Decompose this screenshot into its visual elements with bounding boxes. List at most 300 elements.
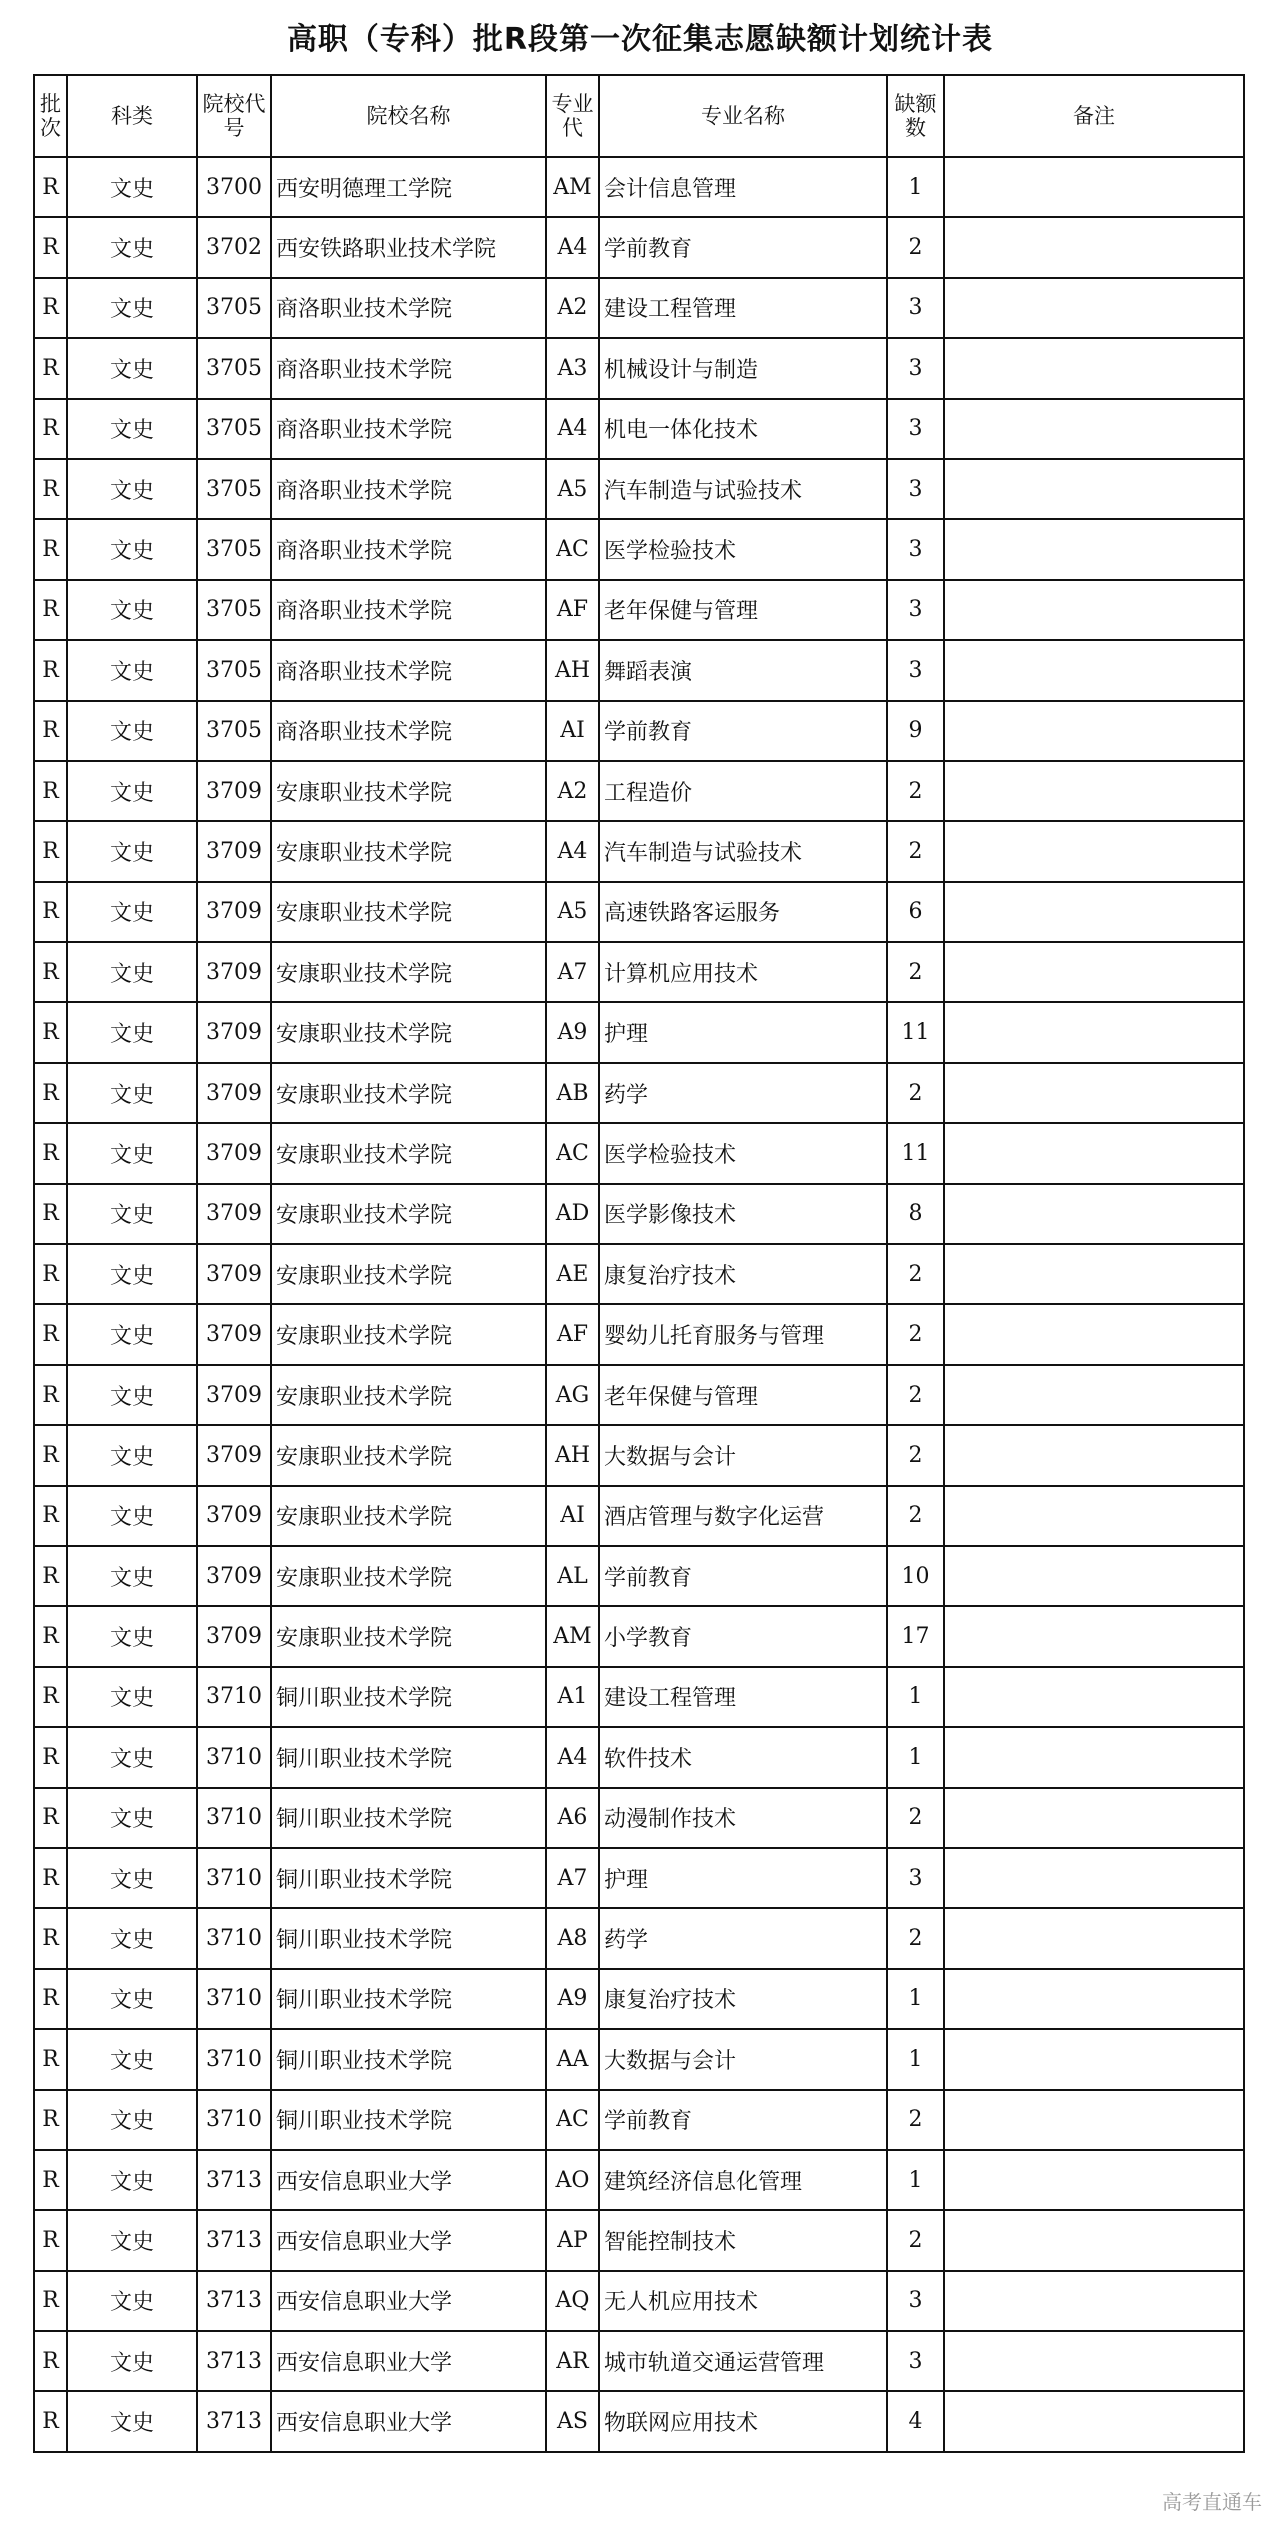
cell-major-name: 机电一体化技术	[599, 399, 887, 459]
cell-note	[944, 2029, 1244, 2089]
cell-note	[944, 2210, 1244, 2270]
cell-school-code: 3713	[197, 2391, 271, 2451]
cell-batch: R	[34, 1425, 67, 1485]
cell-school-code: 3709	[197, 761, 271, 821]
cell-batch: R	[34, 1848, 67, 1908]
cell-note	[944, 640, 1244, 700]
table-row	[34, 1425, 1244, 1485]
cell-school-name: 西安信息职业大学	[271, 2331, 546, 2391]
cell-school-name: 安康职业技术学院	[271, 1425, 546, 1485]
cell-major-name: 会计信息管理	[599, 157, 887, 217]
cell-category: 文史	[67, 1848, 197, 1908]
cell-major-code: AC	[546, 1123, 599, 1183]
cell-batch: R	[34, 1606, 67, 1666]
cell-school-name: 安康职业技术学院	[271, 1486, 546, 1546]
cell-category: 文史	[67, 1304, 197, 1364]
cell-note	[944, 1908, 1244, 1968]
cell-category: 文史	[67, 580, 197, 640]
cell-vacancy: 11	[887, 1123, 944, 1183]
cell-school-name: 安康职业技术学院	[271, 761, 546, 821]
cell-major-name: 无人机应用技术	[599, 2271, 887, 2331]
table-row	[34, 338, 1244, 398]
cell-note	[944, 701, 1244, 761]
cell-major-name: 老年保健与管理	[599, 580, 887, 640]
cell-school-code: 3710	[197, 1848, 271, 1908]
cell-category: 文史	[67, 399, 197, 459]
cell-major-name: 护理	[599, 1848, 887, 1908]
cell-school-name: 西安信息职业大学	[271, 2150, 546, 2210]
cell-school-name: 商洛职业技术学院	[271, 519, 546, 579]
cell-major-code: A3	[546, 338, 599, 398]
cell-batch: R	[34, 1908, 67, 1968]
cell-school-name: 商洛职业技术学院	[271, 399, 546, 459]
cell-school-name: 西安铁路职业技术学院	[271, 217, 546, 277]
cell-note	[944, 1123, 1244, 1183]
cell-note	[944, 761, 1244, 821]
cell-vacancy: 4	[887, 2391, 944, 2451]
cell-category: 文史	[67, 338, 197, 398]
cell-school-code: 3713	[197, 2271, 271, 2331]
cell-major-name: 婴幼儿托育服务与管理	[599, 1304, 887, 1364]
cell-school-code: 3709	[197, 1002, 271, 1062]
table-row	[34, 2271, 1244, 2331]
table-row	[34, 1123, 1244, 1183]
cell-school-code: 3705	[197, 580, 271, 640]
cell-major-name: 建设工程管理	[599, 1667, 887, 1727]
cell-school-code: 3710	[197, 1908, 271, 1968]
cell-major-code: A2	[546, 278, 599, 338]
cell-school-name: 铜川职业技术学院	[271, 1788, 546, 1848]
cell-school-name: 安康职业技术学院	[271, 821, 546, 881]
cell-category: 文史	[67, 761, 197, 821]
table-row	[34, 2391, 1244, 2451]
cell-category: 文史	[67, 701, 197, 761]
table-row	[34, 701, 1244, 761]
cell-school-code: 3710	[197, 2029, 271, 2089]
cell-major-name: 老年保健与管理	[599, 1365, 887, 1425]
vacancy-table	[33, 74, 1245, 2453]
cell-major-name: 康复治疗技术	[599, 1244, 887, 1304]
table-row	[34, 1727, 1244, 1787]
cell-batch: R	[34, 821, 67, 881]
cell-batch: R	[34, 2391, 67, 2451]
cell-category: 文史	[67, 519, 197, 579]
cell-category: 文史	[67, 2331, 197, 2391]
table-row	[34, 2210, 1244, 2270]
cell-category: 文史	[67, 1002, 197, 1062]
cell-note	[944, 1063, 1244, 1123]
cell-category: 文史	[67, 2391, 197, 2451]
cell-batch: R	[34, 2150, 67, 2210]
cell-note	[944, 217, 1244, 277]
cell-major-name: 软件技术	[599, 1727, 887, 1787]
cell-school-name: 安康职业技术学院	[271, 1123, 546, 1183]
cell-major-name: 汽车制造与试验技术	[599, 459, 887, 519]
header-category: 科类	[67, 75, 197, 157]
cell-major-name: 学前教育	[599, 1546, 887, 1606]
cell-school-code: 3705	[197, 278, 271, 338]
header-school-name: 院校名称	[271, 75, 546, 157]
cell-vacancy: 3	[887, 580, 944, 640]
cell-category: 文史	[67, 1123, 197, 1183]
cell-category: 文史	[67, 640, 197, 700]
cell-category: 文史	[67, 1969, 197, 2029]
cell-vacancy: 1	[887, 1667, 944, 1727]
cell-school-name: 西安信息职业大学	[271, 2391, 546, 2451]
cell-school-code: 3709	[197, 1304, 271, 1364]
table-row	[34, 1304, 1244, 1364]
cell-vacancy: 17	[887, 1606, 944, 1666]
cell-vacancy: 2	[887, 1244, 944, 1304]
cell-category: 文史	[67, 1184, 197, 1244]
watermark: 高考直通车	[1162, 2490, 1262, 2514]
cell-major-name: 学前教育	[599, 701, 887, 761]
cell-category: 文史	[67, 2271, 197, 2331]
cell-batch: R	[34, 1667, 67, 1727]
cell-batch: R	[34, 1727, 67, 1787]
cell-major-code: AF	[546, 1304, 599, 1364]
cell-school-code: 3709	[197, 1425, 271, 1485]
cell-category: 文史	[67, 1908, 197, 1968]
cell-vacancy: 2	[887, 1788, 944, 1848]
cell-major-code: A6	[546, 1788, 599, 1848]
cell-school-name: 安康职业技术学院	[271, 1606, 546, 1666]
cell-major-code: AI	[546, 1486, 599, 1546]
table-row	[34, 1365, 1244, 1425]
cell-vacancy: 2	[887, 942, 944, 1002]
cell-vacancy: 2	[887, 217, 944, 277]
cell-school-name: 铜川职业技术学院	[271, 1848, 546, 1908]
cell-batch: R	[34, 338, 67, 398]
cell-vacancy: 3	[887, 1848, 944, 1908]
table-header-row	[34, 75, 1244, 157]
cell-batch: R	[34, 1969, 67, 2029]
page-title: 高职（专科）批R段第一次征集志愿缺额计划统计表	[286, 22, 994, 57]
cell-category: 文史	[67, 157, 197, 217]
cell-school-code: 3710	[197, 2090, 271, 2150]
cell-major-name: 护理	[599, 1002, 887, 1062]
cell-vacancy: 3	[887, 399, 944, 459]
cell-category: 文史	[67, 882, 197, 942]
cell-category: 文史	[67, 1365, 197, 1425]
cell-vacancy: 3	[887, 278, 944, 338]
cell-school-name: 安康职业技术学院	[271, 1244, 546, 1304]
cell-vacancy: 1	[887, 157, 944, 217]
cell-school-name: 安康职业技术学院	[271, 1002, 546, 1062]
cell-note	[944, 1848, 1244, 1908]
cell-category: 文史	[67, 821, 197, 881]
cell-category: 文史	[67, 1667, 197, 1727]
cell-note	[944, 2150, 1244, 2210]
cell-batch: R	[34, 1486, 67, 1546]
cell-school-code: 3710	[197, 1667, 271, 1727]
cell-note	[944, 399, 1244, 459]
cell-vacancy: 3	[887, 2271, 944, 2331]
cell-vacancy: 3	[887, 519, 944, 579]
cell-school-name: 铜川职业技术学院	[271, 2090, 546, 2150]
cell-vacancy: 1	[887, 2150, 944, 2210]
cell-school-name: 铜川职业技术学院	[271, 2029, 546, 2089]
cell-batch: R	[34, 1546, 67, 1606]
cell-category: 文史	[67, 1063, 197, 1123]
cell-school-code: 3705	[197, 459, 271, 519]
cell-school-code: 3700	[197, 157, 271, 217]
cell-vacancy: 2	[887, 2090, 944, 2150]
cell-school-name: 安康职业技术学院	[271, 882, 546, 942]
cell-vacancy: 3	[887, 2331, 944, 2391]
cell-note	[944, 1788, 1244, 1848]
cell-school-code: 3709	[197, 1244, 271, 1304]
cell-batch: R	[34, 942, 67, 1002]
cell-note	[944, 1667, 1244, 1727]
cell-note	[944, 1365, 1244, 1425]
cell-note	[944, 278, 1244, 338]
cell-school-code: 3709	[197, 882, 271, 942]
cell-school-code: 3705	[197, 338, 271, 398]
cell-note	[944, 1727, 1244, 1787]
cell-school-name: 安康职业技术学院	[271, 1184, 546, 1244]
cell-note	[944, 519, 1244, 579]
cell-category: 文史	[67, 1606, 197, 1666]
cell-major-name: 大数据与会计	[599, 1425, 887, 1485]
cell-major-code: A4	[546, 217, 599, 277]
cell-category: 文史	[67, 1425, 197, 1485]
cell-batch: R	[34, 1184, 67, 1244]
cell-note	[944, 2331, 1244, 2391]
table-row	[34, 278, 1244, 338]
table-row	[34, 2150, 1244, 2210]
table-row	[34, 2331, 1244, 2391]
cell-school-name: 西安信息职业大学	[271, 2271, 546, 2331]
cell-note	[944, 1546, 1244, 1606]
cell-batch: R	[34, 157, 67, 217]
cell-vacancy: 2	[887, 761, 944, 821]
cell-category: 文史	[67, 2210, 197, 2270]
cell-major-code: AE	[546, 1244, 599, 1304]
cell-note	[944, 1304, 1244, 1364]
cell-category: 文史	[67, 1727, 197, 1787]
table-row	[34, 580, 1244, 640]
cell-batch: R	[34, 2271, 67, 2331]
table-row	[34, 761, 1244, 821]
cell-vacancy: 1	[887, 2029, 944, 2089]
table-row	[34, 1788, 1244, 1848]
cell-note	[944, 2391, 1244, 2451]
cell-note	[944, 821, 1244, 881]
table-row	[34, 1848, 1244, 1908]
cell-school-name: 安康职业技术学院	[271, 1365, 546, 1425]
cell-major-name: 酒店管理与数字化运营	[599, 1486, 887, 1546]
cell-major-name: 汽车制造与试验技术	[599, 821, 887, 881]
cell-school-code: 3705	[197, 640, 271, 700]
cell-note	[944, 580, 1244, 640]
cell-vacancy: 3	[887, 640, 944, 700]
cell-major-code: AP	[546, 2210, 599, 2270]
cell-school-code: 3710	[197, 1788, 271, 1848]
cell-category: 文史	[67, 1244, 197, 1304]
table-row	[34, 821, 1244, 881]
cell-school-code: 3709	[197, 1546, 271, 1606]
cell-batch: R	[34, 701, 67, 761]
cell-vacancy: 8	[887, 1184, 944, 1244]
cell-major-name: 工程造价	[599, 761, 887, 821]
cell-school-name: 铜川职业技术学院	[271, 1969, 546, 2029]
table-row	[34, 2029, 1244, 2089]
cell-batch: R	[34, 2029, 67, 2089]
cell-major-name: 药学	[599, 1063, 887, 1123]
cell-batch: R	[34, 459, 67, 519]
cell-batch: R	[34, 278, 67, 338]
cell-major-code: AH	[546, 1425, 599, 1485]
cell-major-code: A7	[546, 1848, 599, 1908]
cell-major-code: A9	[546, 1002, 599, 1062]
cell-vacancy: 9	[887, 701, 944, 761]
cell-note	[944, 1002, 1244, 1062]
cell-note	[944, 882, 1244, 942]
cell-major-code: A9	[546, 1969, 599, 2029]
cell-batch: R	[34, 1123, 67, 1183]
cell-school-name: 商洛职业技术学院	[271, 580, 546, 640]
cell-school-code: 3705	[197, 701, 271, 761]
cell-school-name: 商洛职业技术学院	[271, 278, 546, 338]
table-row	[34, 1486, 1244, 1546]
cell-school-code: 3713	[197, 2150, 271, 2210]
cell-note	[944, 1486, 1244, 1546]
cell-note	[944, 1184, 1244, 1244]
cell-school-code: 3713	[197, 2331, 271, 2391]
cell-major-code: A4	[546, 821, 599, 881]
cell-batch: R	[34, 1304, 67, 1364]
cell-category: 文史	[67, 1788, 197, 1848]
cell-vacancy: 2	[887, 2210, 944, 2270]
cell-note	[944, 1606, 1244, 1666]
cell-category: 文史	[67, 459, 197, 519]
cell-batch: R	[34, 882, 67, 942]
cell-major-name: 康复治疗技术	[599, 1969, 887, 2029]
cell-major-code: A5	[546, 882, 599, 942]
cell-batch: R	[34, 1244, 67, 1304]
header-major-code: 专业代	[546, 75, 599, 157]
cell-school-code: 3709	[197, 942, 271, 1002]
cell-batch: R	[34, 2210, 67, 2270]
table-row	[34, 1546, 1244, 1606]
cell-major-name: 建设工程管理	[599, 278, 887, 338]
header-major-name: 专业名称	[599, 75, 887, 157]
cell-major-code: AM	[546, 1606, 599, 1666]
cell-school-code: 3705	[197, 399, 271, 459]
cell-vacancy: 1	[887, 1969, 944, 2029]
cell-vacancy: 2	[887, 1304, 944, 1364]
cell-major-code: A4	[546, 399, 599, 459]
cell-major-code: AH	[546, 640, 599, 700]
cell-major-name: 小学教育	[599, 1606, 887, 1666]
cell-major-code: A5	[546, 459, 599, 519]
cell-school-code: 3710	[197, 1969, 271, 2029]
cell-vacancy: 10	[887, 1546, 944, 1606]
cell-note	[944, 1425, 1244, 1485]
header-vacancy: 缺额数	[887, 75, 944, 157]
cell-batch: R	[34, 2090, 67, 2150]
cell-major-code: A7	[546, 942, 599, 1002]
cell-major-code: AQ	[546, 2271, 599, 2331]
cell-school-name: 商洛职业技术学院	[271, 640, 546, 700]
cell-school-code: 3709	[197, 1606, 271, 1666]
cell-school-name: 商洛职业技术学院	[271, 459, 546, 519]
cell-note	[944, 2090, 1244, 2150]
cell-major-code: AC	[546, 2090, 599, 2150]
cell-batch: R	[34, 519, 67, 579]
cell-batch: R	[34, 217, 67, 277]
cell-school-code: 3709	[197, 1123, 271, 1183]
cell-school-name: 商洛职业技术学院	[271, 701, 546, 761]
cell-major-code: AF	[546, 580, 599, 640]
cell-batch: R	[34, 1365, 67, 1425]
table-row	[34, 399, 1244, 459]
cell-vacancy: 2	[887, 1908, 944, 1968]
cell-major-code: AD	[546, 1184, 599, 1244]
cell-major-name: 药学	[599, 1908, 887, 1968]
cell-batch: R	[34, 1063, 67, 1123]
cell-major-code: AS	[546, 2391, 599, 2451]
cell-school-code: 3709	[197, 1486, 271, 1546]
cell-category: 文史	[67, 278, 197, 338]
cell-major-code: AM	[546, 157, 599, 217]
table-row	[34, 459, 1244, 519]
table-row	[34, 882, 1244, 942]
cell-batch: R	[34, 399, 67, 459]
cell-major-code: A8	[546, 1908, 599, 1968]
cell-school-name: 铜川职业技术学院	[271, 1667, 546, 1727]
cell-major-code: A4	[546, 1727, 599, 1787]
cell-batch: R	[34, 580, 67, 640]
header-note: 备注	[944, 75, 1244, 157]
cell-school-code: 3709	[197, 1365, 271, 1425]
cell-batch: R	[34, 1002, 67, 1062]
cell-category: 文史	[67, 1486, 197, 1546]
cell-major-code: AC	[546, 519, 599, 579]
cell-school-name: 铜川职业技术学院	[271, 1727, 546, 1787]
cell-batch: R	[34, 1788, 67, 1848]
cell-batch: R	[34, 761, 67, 821]
cell-school-code: 3709	[197, 1184, 271, 1244]
table-row	[34, 519, 1244, 579]
cell-major-name: 物联网应用技术	[599, 2391, 887, 2451]
cell-batch: R	[34, 640, 67, 700]
cell-batch: R	[34, 2331, 67, 2391]
cell-school-name: 商洛职业技术学院	[271, 338, 546, 398]
cell-note	[944, 942, 1244, 1002]
cell-category: 文史	[67, 942, 197, 1002]
cell-vacancy: 3	[887, 459, 944, 519]
cell-school-code: 3702	[197, 217, 271, 277]
table-row	[34, 640, 1244, 700]
cell-vacancy: 2	[887, 1063, 944, 1123]
cell-category: 文史	[67, 2150, 197, 2210]
cell-major-name: 机械设计与制造	[599, 338, 887, 398]
cell-school-name: 铜川职业技术学院	[271, 1908, 546, 1968]
cell-major-name: 学前教育	[599, 2090, 887, 2150]
cell-note	[944, 338, 1244, 398]
cell-school-name: 安康职业技术学院	[271, 942, 546, 1002]
cell-school-code: 3705	[197, 519, 271, 579]
cell-vacancy: 2	[887, 1365, 944, 1425]
cell-major-name: 智能控制技术	[599, 2210, 887, 2270]
cell-school-name: 西安明德理工学院	[271, 157, 546, 217]
cell-major-name: 建筑经济信息化管理	[599, 2150, 887, 2210]
cell-major-name: 医学影像技术	[599, 1184, 887, 1244]
cell-vacancy: 11	[887, 1002, 944, 1062]
cell-major-code: AB	[546, 1063, 599, 1123]
